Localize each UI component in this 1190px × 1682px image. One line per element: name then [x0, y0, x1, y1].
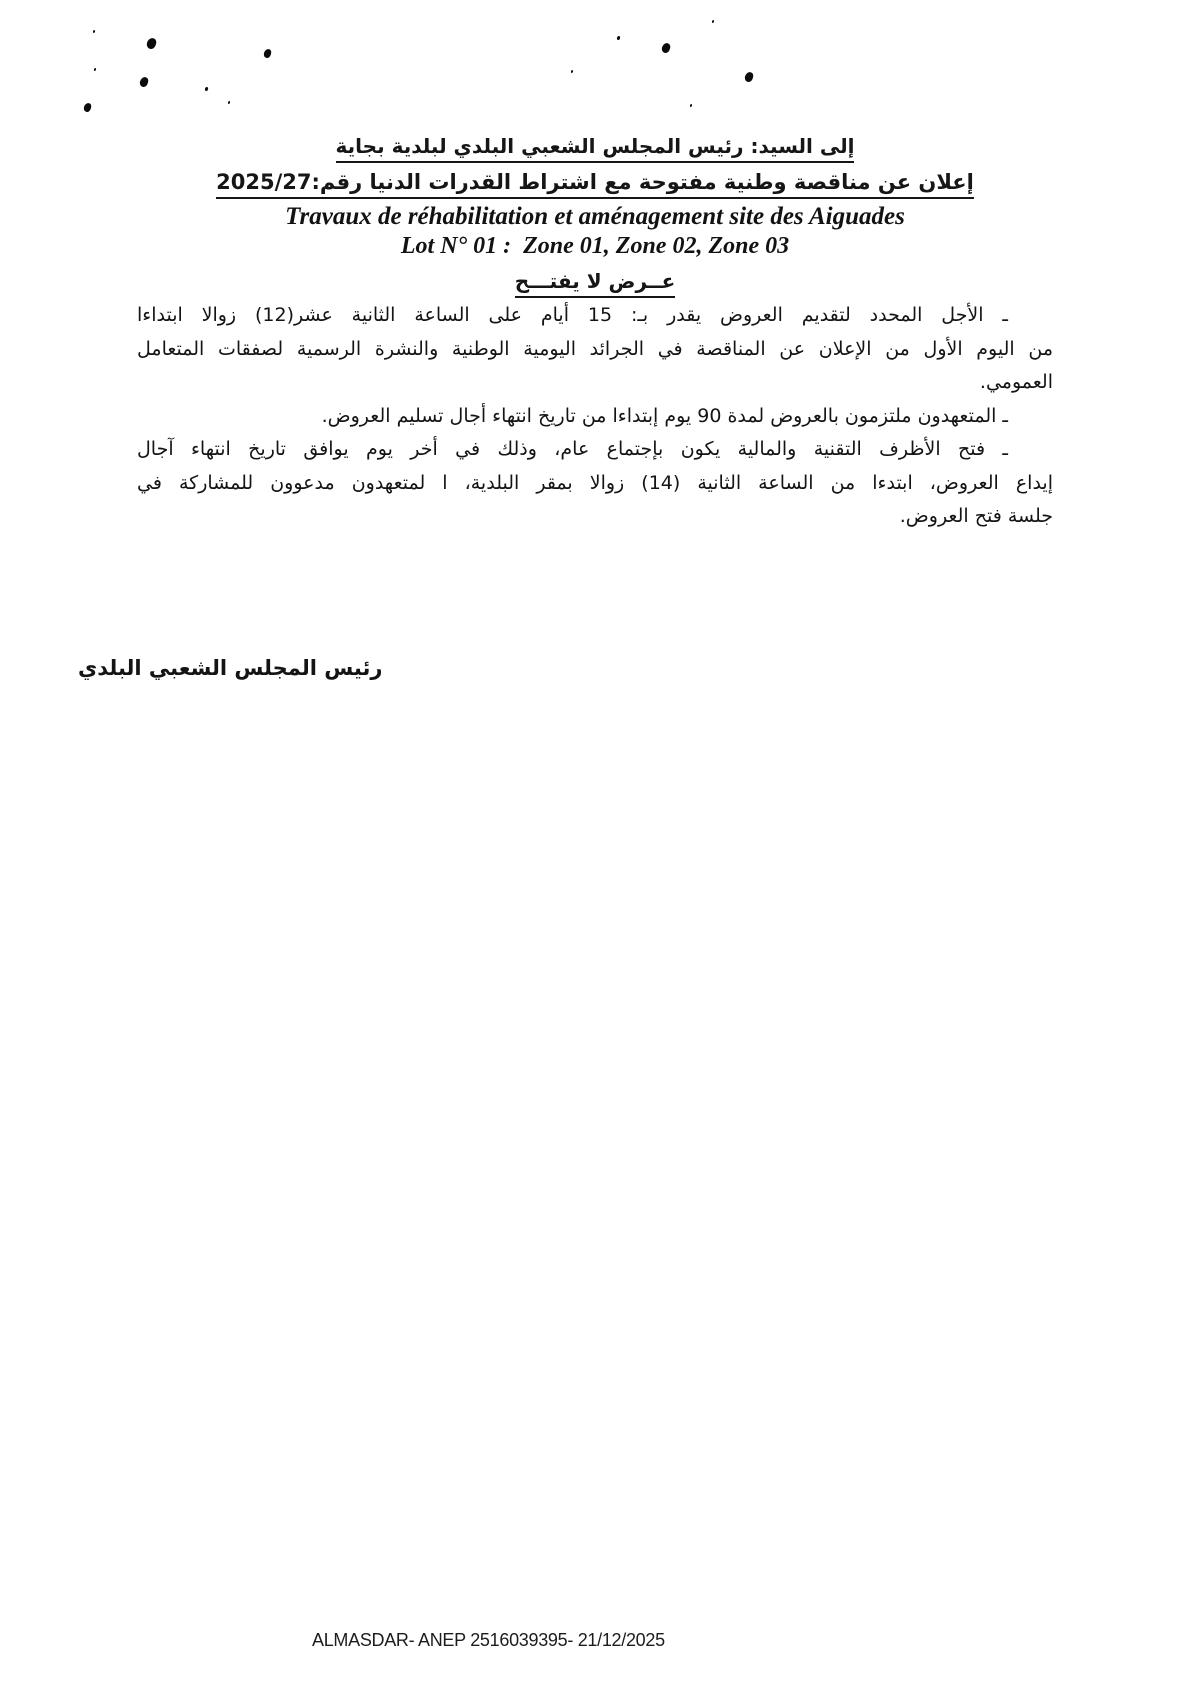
body-line-public-end: العمومي.: [979, 371, 1053, 393]
tender-title-line: [0, 170, 1190, 199]
tender-body: [137, 299, 1053, 534]
do-not-open-line: [0, 269, 1190, 298]
tender-title-text: إعلان عن مناقصة وطنية مفتوحة مع اشتراط القدرات الدنيا رقم:2025/27: [216, 170, 974, 199]
addressee-text: إلى السيد: رئيس المجلس الشعبي البلدي لبلدية بجاية: [336, 134, 855, 163]
body-line-opening-time: إيداع العروض، ابتدءا من الساعة الثانية (14) زوالا بمقر البلدية، ا لمتعهدون مدعوون للمشاركة في: [137, 471, 1053, 494]
signature-title: رئيس المجلس الشعبي البلدي: [78, 656, 383, 680]
body-line-deadline: ـ الأجل المحدد لتقديم العروض يقدر بـ: 15 أيام على الساعة الثانية عشر(12) زوالا ابتداءا: [137, 304, 1008, 326]
body-line-publication: من اليوم الأول من الإعلان عن المناقصة في الجرائد اليومية الوطنية والنشرة الرسمية لصفقات المتعامل: [137, 337, 1053, 360]
body-line-validity: ـ المتعهدون ملتزمون بالعروض لمدة 90 يوم إبتداءا من تاريخ انتهاء أجال تسليم العروض.: [321, 404, 1008, 427]
lot-line-fr: Lot N° 01 : Zone 01, Zone 02, Zone 03: [400, 233, 790, 259]
addressee-line: [0, 134, 1190, 163]
project-title-fr: Travaux de réhabilitation et aménagement site des Aiguades: [285, 203, 905, 230]
body-line-opening: ـ فتح الأظرف التقنية والمالية يكون بإجتماع عام، وذلك في أخر يوم يوافق تاريخ انتهاء آجال: [137, 438, 1008, 460]
anep-reference: ALMASDAR- ANEP 2516039395- 21/12/2025: [312, 1630, 665, 1650]
body-line-opening-end: جلسة فتح العروض.: [899, 505, 1053, 527]
do-not-open-text: عــرض لا يفتـــح: [515, 269, 676, 298]
